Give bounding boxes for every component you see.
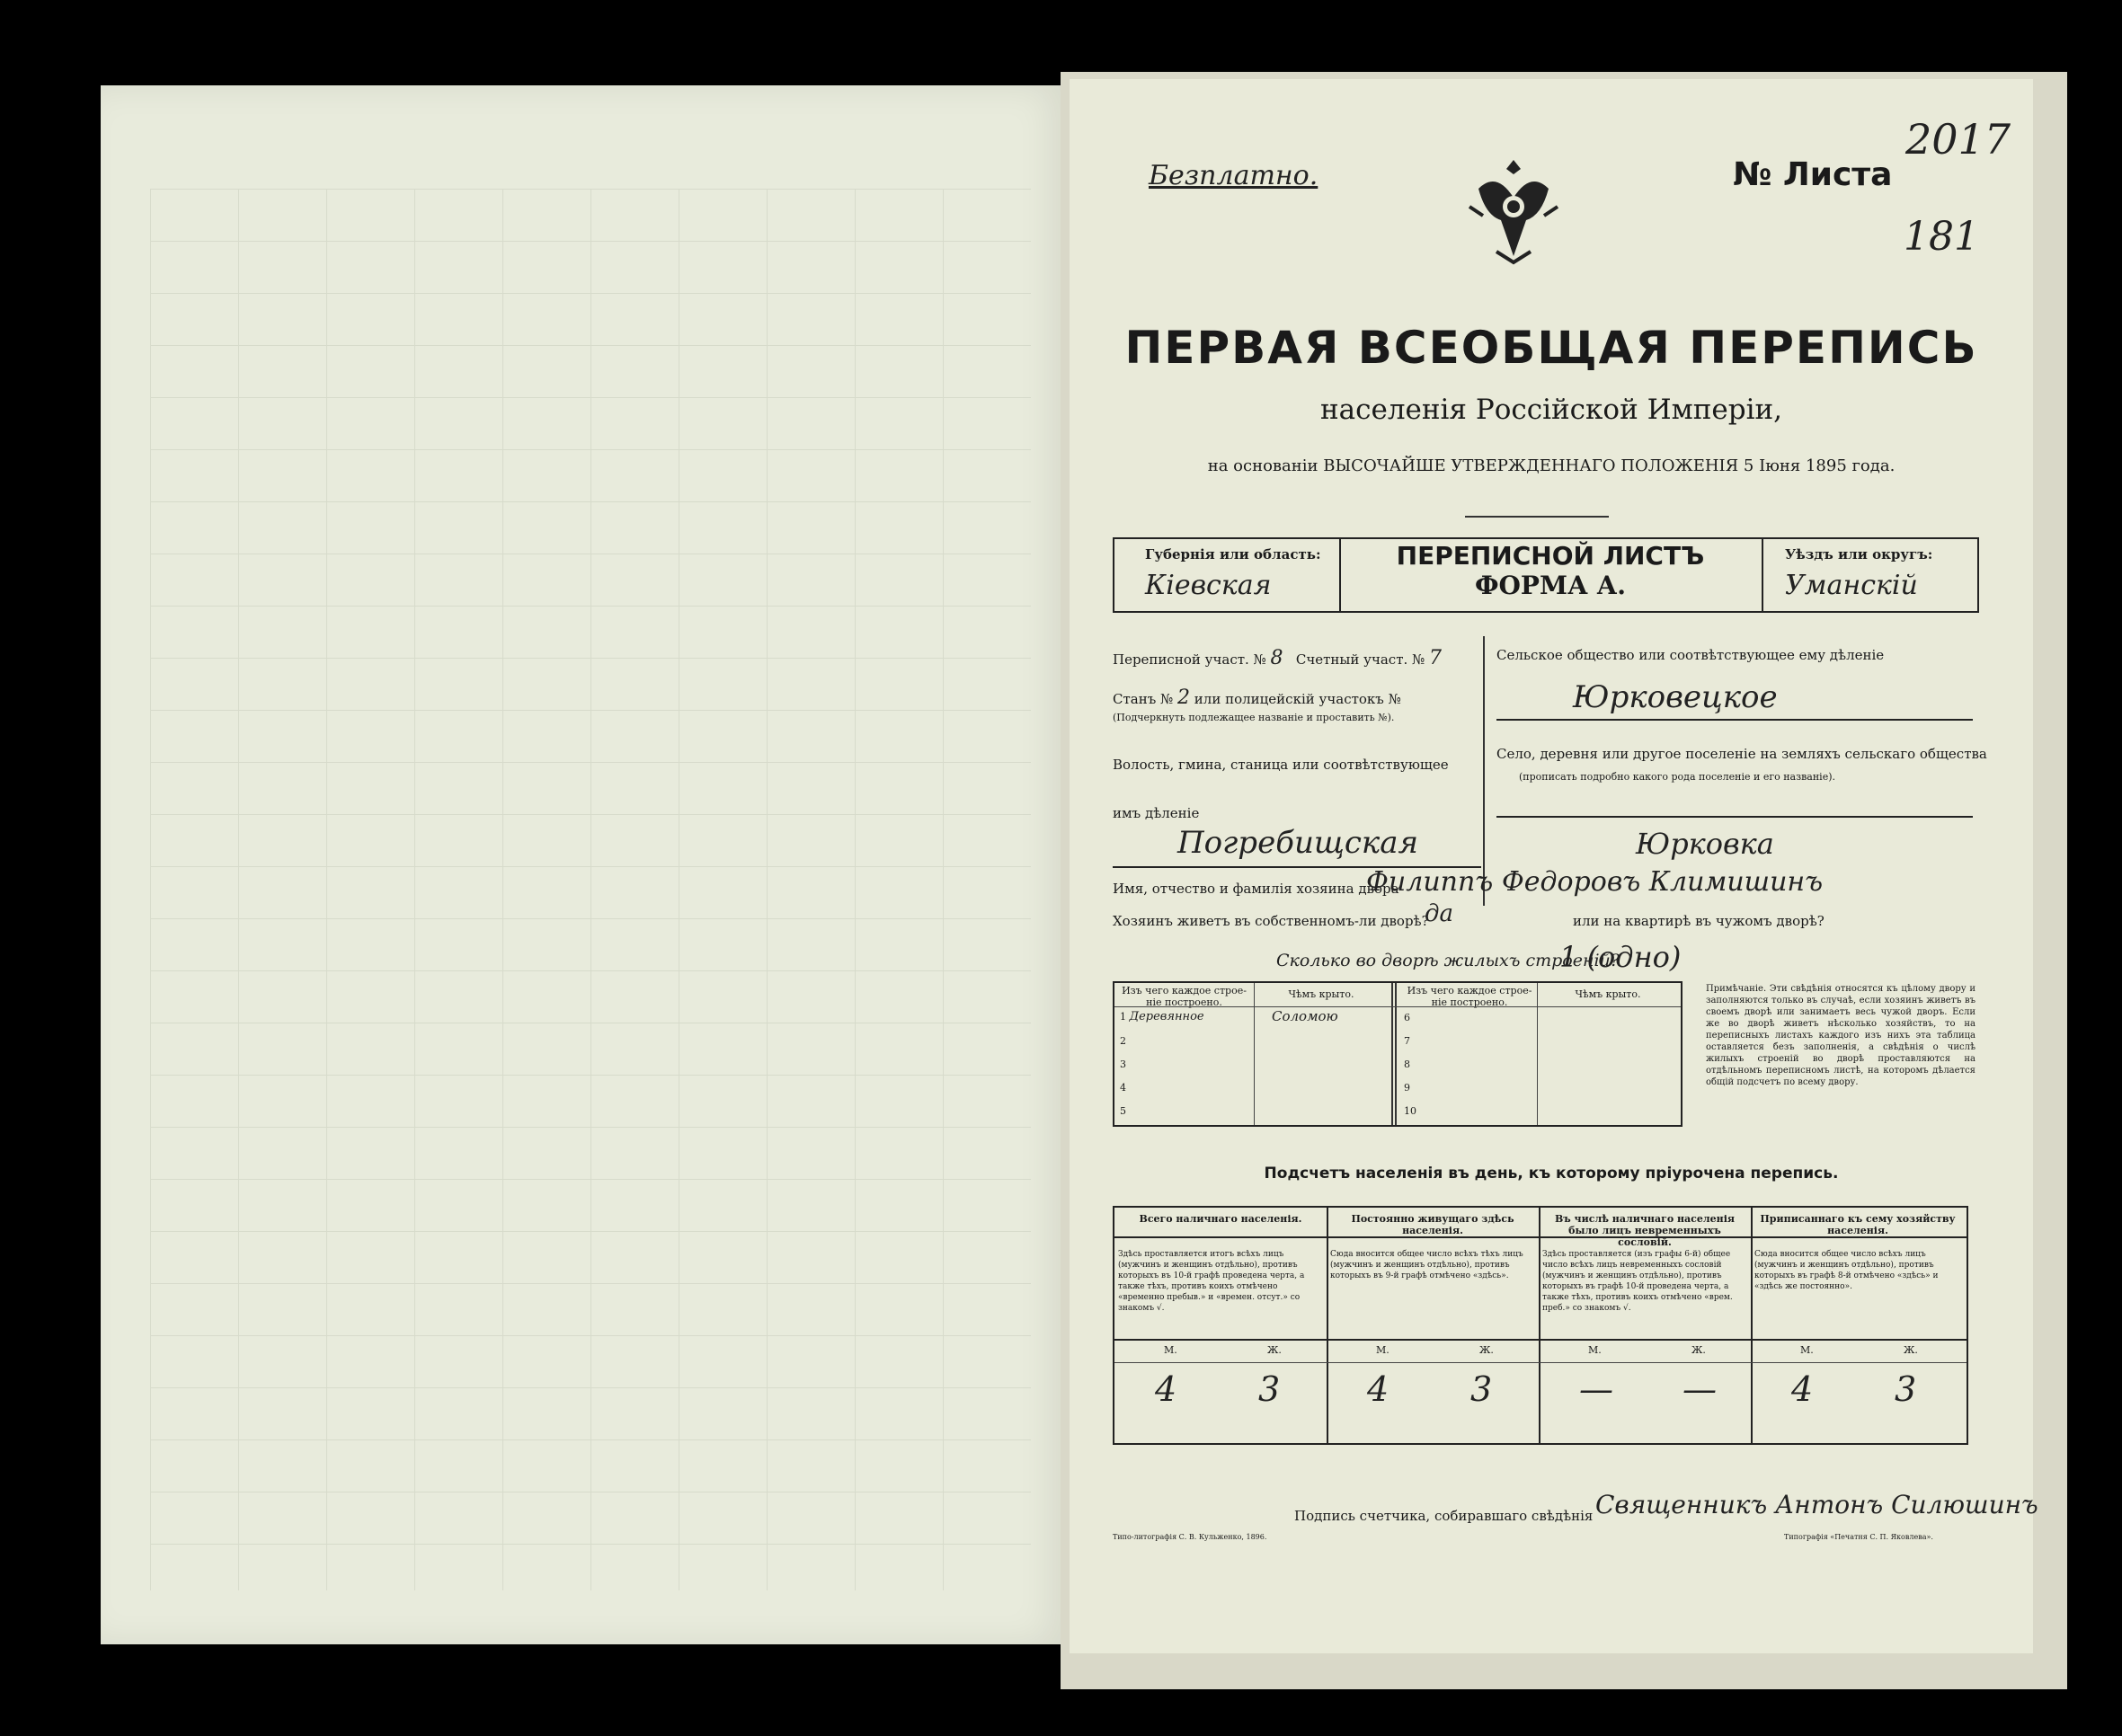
printer-right: Типографія «Печатня С. П. Яковлева».	[1784, 1533, 1933, 1541]
volost-label-2: имъ дѣленіе	[1113, 805, 1200, 821]
row-8: 8	[1404, 1058, 1410, 1070]
own-house-value: да	[1425, 900, 1453, 927]
summary-col-1: Всего наличнаго населенія. Здѣсь проставляется итогъ всѣхъ лицъ (мужчинъ и женщинъ отдѣльно), противъ которыхъ въ 10-й графѣ проведена черта, а также тѣхъ, противъ коихъ отмѣчено «временно пребыв.» и «времен. отсут.» со знакомъ √. М. Ж. 4 3	[1114, 1208, 1328, 1443]
summary-title: Подсчетъ населенія въ день, къ которому пріурочена перепись.	[1264, 1165, 1839, 1182]
vertical-divider	[1483, 636, 1485, 906]
basis-line: на основаніи ВЫСОЧАЙШЕ УТВЕРЖДЕННАГО ПОЛОЖЕНІЯ 5 Іюня 1895 года.	[1207, 456, 1896, 475]
uezd-value: Уманскій	[1785, 570, 1918, 601]
census-sheet	[1070, 79, 2038, 1653]
sheet-number-handwritten: 2017	[1905, 115, 2011, 164]
village-value: Юрковка	[1636, 827, 1774, 861]
volost-label: Волость, гмина, станица или соотвѣтствующее	[1113, 757, 1449, 773]
free-label: Безплатно.	[1149, 160, 1318, 191]
village-label: Село, деревня или другое поселеніе на земляхъ сельскаго общества	[1496, 746, 1987, 762]
estate-f: —	[1683, 1369, 1717, 1409]
stan-note: (Подчеркнуть подлежащее названіе и проставить №).	[1113, 712, 1395, 723]
village-line	[1496, 816, 1973, 818]
gubernia-value: Кіевская	[1145, 570, 1272, 601]
society-underline	[1496, 719, 1973, 721]
total-m: 4	[1155, 1369, 1177, 1409]
uezd-cell	[1762, 539, 1979, 611]
left-page	[101, 85, 1070, 1644]
row-3: 3	[1120, 1058, 1126, 1070]
own-house-label: Хозяинъ живетъ въ собственномъ-ли дворѣ?	[1113, 913, 1429, 929]
permanent-m: 4	[1367, 1369, 1390, 1409]
uezd-label: Уѣздъ или округъ:	[1785, 546, 1933, 562]
row-9: 9	[1404, 1082, 1410, 1094]
signature-value: Священникъ Антонъ Силюшинъ	[1595, 1490, 2038, 1519]
page-subtitle: населенія Россійской Имперіи,	[1319, 394, 1783, 426]
permanent-f: 3	[1470, 1369, 1493, 1409]
double-eagle-emblem	[1461, 153, 1567, 270]
total-f: 3	[1258, 1369, 1281, 1409]
society-label: Сельское общество или соотвѣтствующее ему дѣленіе	[1496, 647, 1885, 663]
summary-col-4: Приписаннаго къ сему хозяйству населенія. Сюда вносится общее число всѣхъ лицъ (мужчинъ и женщинъ отдѣльно), противъ которыхъ въ графѣ 8-й отмѣчено «здѣсь» и «здѣсь же постоянно». М. Ж. 4 3	[1754, 1213, 1956, 1409]
col-roof-2: Чѣмъ крыто.	[1575, 988, 1641, 1000]
col-roof: Чѣмъ крыто.	[1288, 988, 1354, 1000]
village-note: (прописать подробно какого рода поселеніе и его названіе).	[1519, 771, 1835, 783]
registered-f: 3	[1895, 1369, 1917, 1409]
summary-table	[1113, 1206, 1968, 1445]
sheet-number-label: № Листа	[1733, 156, 1893, 193]
sheet-number-handwritten-2: 181	[1904, 214, 1979, 260]
stan-field: Станъ № 2 или полицейскій участокъ №	[1113, 686, 1401, 709]
row-10: 10	[1404, 1105, 1416, 1117]
census-district-field: Переписной участ. № 8 Счетный участ. № 7	[1113, 647, 1443, 669]
signature-label: Подпись счетчика, собиравшаго свѣдѣнія	[1294, 1508, 1594, 1524]
owner-value: Филиппъ Федоровъ Климишинъ	[1366, 866, 1824, 898]
registered-m: 4	[1791, 1369, 1814, 1409]
owner-label: Имя, отчество и фамилія хозяина двора	[1113, 881, 1399, 897]
buildings-value: 1 (одно)	[1559, 940, 1682, 974]
row-2: 2	[1120, 1035, 1126, 1047]
row-7: 7	[1404, 1035, 1410, 1047]
col-material: Изъ чего каждое строе-ніе построено.	[1122, 985, 1247, 1008]
volost-value: Погребищская	[1177, 825, 1418, 861]
col-material-2: Изъ чего каждое строе-ніе построено.	[1407, 985, 1532, 1008]
row-6: 6	[1404, 1012, 1410, 1023]
form-title: ПЕРЕПИСНОЙ ЛИСТЪ	[1396, 541, 1705, 571]
ornament-divider	[1465, 516, 1609, 518]
summary-col-3: Въ числѣ наличнаго населенія было лицъ невременныхъ сословій. Здѣсь проставляется (изъ графы 6-й) общее число всѣхъ лицъ невременныхъ сословій (мужчинъ и женщинъ отдѣльно), противъ которыхъ въ графѣ 10-й проведена черта, а также тѣхъ, противъ коихъ отмѣчено «врем. преб.» со знакомъ √. М. Ж. — —	[1539, 1208, 1753, 1443]
faint-grid	[150, 189, 1031, 1590]
printer-left: Типо-литографія С. В. Кульженко, 1896.	[1113, 1533, 1267, 1541]
society-value: Юрковецкое	[1573, 679, 1778, 715]
form-name: ФОРМА А.	[1474, 571, 1627, 600]
summary-col-2: Постоянно живущаго здѣсь населенія. Сюда вносится общее число всѣхъ тѣхъ лицъ (мужчинъ и женщинъ отдѣльно), противъ которыхъ въ 9-й графѣ отмѣчено «здѣсь». М. Ж. 4 3	[1327, 1208, 1540, 1443]
row-4: 4	[1120, 1082, 1126, 1094]
gubernia-cell	[1114, 539, 1341, 611]
rented-label: или на квартирѣ въ чужомъ дворѣ?	[1573, 913, 1825, 929]
form-title-cell	[1339, 539, 1762, 611]
row-5: 5	[1120, 1105, 1126, 1117]
row-1-roof: Соломою	[1272, 1008, 1338, 1024]
row-1: 1 Деревянное	[1120, 1010, 1204, 1023]
remark-note: Примѣчаніе. Эти свѣдѣнія относятся къ цѣлому двору и заполняются только въ случаѣ, если хозяинъ живетъ въ своемъ дворѣ или занимаетъ весь чужой дворъ. Если же во дворѣ живетъ нѣсколько хозяйствъ, то на переписныхъ листахъ каждого изъ нихъ эта таблица оставляется безъ заполненія, а свѣдѣнія о числѣ жилыхъ строеній во дворѣ проставляются на отдѣльномъ переписномъ листѣ, на которомъ дѣлается общій подсчетъ по всему двору.	[1706, 984, 1976, 1087]
page-title: ПЕРВАЯ ВСЕОБЩАЯ ПЕРЕПИСЬ	[1124, 322, 1978, 374]
buildings-label: Сколько во дворѣ жилыхъ строеній?	[1276, 951, 1620, 970]
form-header-box	[1113, 537, 1979, 613]
buildings-table	[1113, 981, 1683, 1127]
gubernia-label: Губернія или область:	[1145, 546, 1321, 562]
estate-m: —	[1579, 1369, 1613, 1409]
